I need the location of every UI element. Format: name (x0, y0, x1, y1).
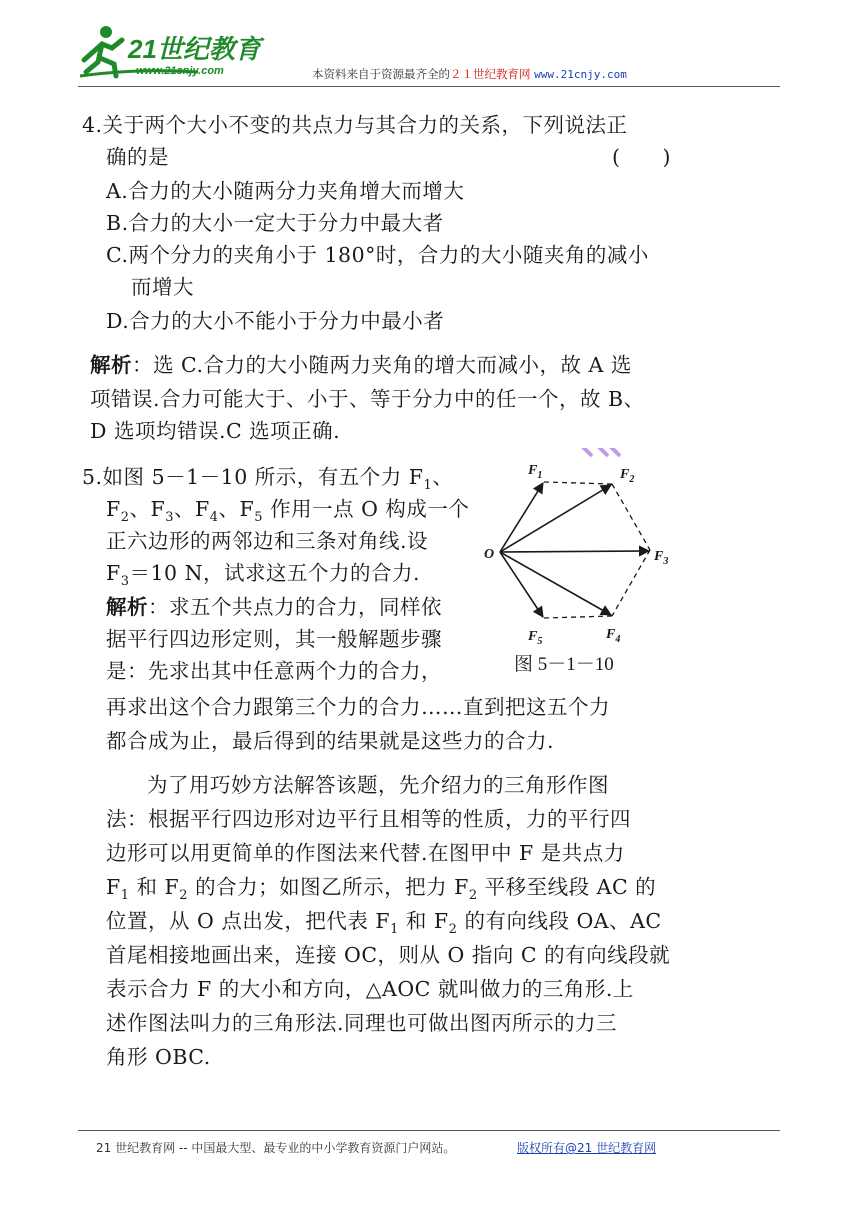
q5-stem-line3: 正六边形的两邻边和三条对角线.设 (106, 529, 429, 553)
q5-analysis-line4: 再求出这个合力跟第三个力的合力……直到把这五个力 (106, 695, 610, 719)
logo-url: www.21cnjy.com (136, 65, 224, 77)
q5-paragraph-line4: $F_1$ 和 $F_2$ 的合力；如图乙所示，把力 $F_2$ 平移至线段 AC 的 (106, 875, 657, 904)
force-f1-arrow (500, 483, 543, 552)
q5-paragraph-line3: 边形可以用更简单的作图法来代替.在图甲中 F 是共点力 (106, 841, 625, 865)
q4-answer-blank: ( ) (612, 145, 671, 169)
q5-stem-line4: $F_3=10$ N，试求这五个力的合力. (106, 561, 421, 590)
stamp-mark (578, 448, 620, 456)
analysis-label: 解析 (106, 595, 148, 619)
q4-stem-line2: 确的是 (106, 145, 169, 169)
q4-analysis-line2: 项错误.合力可能大于、小于、等于分力中的任一个，故 B、 (90, 387, 645, 411)
analysis-label: 解析 (90, 353, 132, 377)
header-site-name[interactable]: ２１世纪教育网 (450, 67, 531, 81)
q5-analysis-line2: 据平行四边形定则，其一般解题步骤 (106, 627, 442, 651)
q5-paragraph-line7: 表示合力 F 的大小和方向，△AOC 就叫做力的三角形.上 (106, 977, 634, 1001)
q4-analysis-line1: 解析：选 C.合力的大小随两力夹角的增大而减小，故 A 选 (90, 353, 632, 377)
logo-text: 21世纪教育 (128, 34, 261, 64)
hexagon-outline (544, 482, 650, 618)
q5-paragraph-line9: 角形 OBC. (106, 1045, 211, 1069)
figure-caption: 图 5－1－10 (514, 654, 614, 675)
q4-analysis-line3: D 选项均错误.C 选项正确. (90, 419, 341, 443)
footer-copyright-link[interactable]: 版权所有@21 世纪教育网 (517, 1141, 657, 1155)
force-f5-label: $F_5$ (528, 629, 543, 647)
q4-option-d: D.合力的大小不能小于分力中最小者 (106, 309, 445, 333)
q5-paragraph-line8: 述作图法叫力的三角形法.同理也可做出图丙所示的力三 (106, 1011, 618, 1035)
q4-stem-line1: 4.关于两个大小不变的共点力与其合力的关系，下列说法正 (82, 113, 628, 137)
force-f2-label: $F_2$ (620, 467, 635, 485)
header-divider (78, 86, 780, 87)
q5-analysis-line3: 是：先求出其中任意两个力的合力， (106, 659, 442, 683)
force-vectors (500, 483, 649, 617)
q5-paragraph-line1: 为了用巧妙方法解答该题，先介绍力的三角形作图 (147, 773, 609, 797)
site-logo (78, 22, 298, 84)
q5-stem-line1: 5.如图 5－1－10 所示，有五个力 $F_1$、 (82, 465, 454, 494)
footer-divider (78, 1130, 780, 1131)
point-o-label: O (484, 547, 495, 562)
q5-paragraph-line6: 首尾相接地画出来，连接 OC，则从 O 指向 C 的有向线段就 (106, 943, 671, 967)
q5-analysis-line5: 都合成为止，最后得到的结果就是这些力的合力. (106, 729, 555, 753)
force-f1-label: $F_1$ (528, 463, 543, 481)
force-f4-arrow (500, 552, 611, 615)
q5-analysis-line1: 解析：求五个共点力的合力，同样依 (106, 595, 442, 619)
force-f5-arrow (500, 552, 543, 617)
q5-stem-line2: $F_2$、$F_3$、$F_4$、$F_5$ 作用一点 O 构成一个 (106, 497, 470, 526)
header-site-url[interactable]: www.21cnjy.com (534, 68, 627, 81)
force-f4-label: $F_4$ (606, 627, 621, 645)
q5-paragraph-line5: 位置，从 O 点出发，把代表 $F_1$ 和 $F_2$ 的有向线段 OA、AC (106, 909, 662, 938)
q5-paragraph-line2: 法：根据平行四边形对边平行且相等的性质，力的平行四 (106, 807, 631, 831)
force-hexagon-figure (470, 448, 720, 678)
header-banner (312, 66, 627, 82)
q4-option-c-line1: C.两个分力的夹角小于 180°时，合力的大小随夹角的减小 (106, 243, 649, 267)
q4-option-b: B.合力的大小一定大于分力中最大者 (106, 211, 444, 235)
force-f3-arrow (500, 551, 649, 552)
q4-option-a: A.合力的大小随两分力夹角增大而增大 (106, 179, 465, 203)
header-prefix: 本资料来自于资源最齐全的 (312, 67, 450, 81)
footer-left-text: 21 世纪教育网 -- 中国最大型、最专业的中小学教育资源门户网站。 (96, 1141, 456, 1155)
force-f3-label: $F_3$ (654, 549, 669, 567)
force-f2-arrow (500, 485, 611, 552)
q4-option-c-line2: 而增大 (131, 275, 194, 299)
